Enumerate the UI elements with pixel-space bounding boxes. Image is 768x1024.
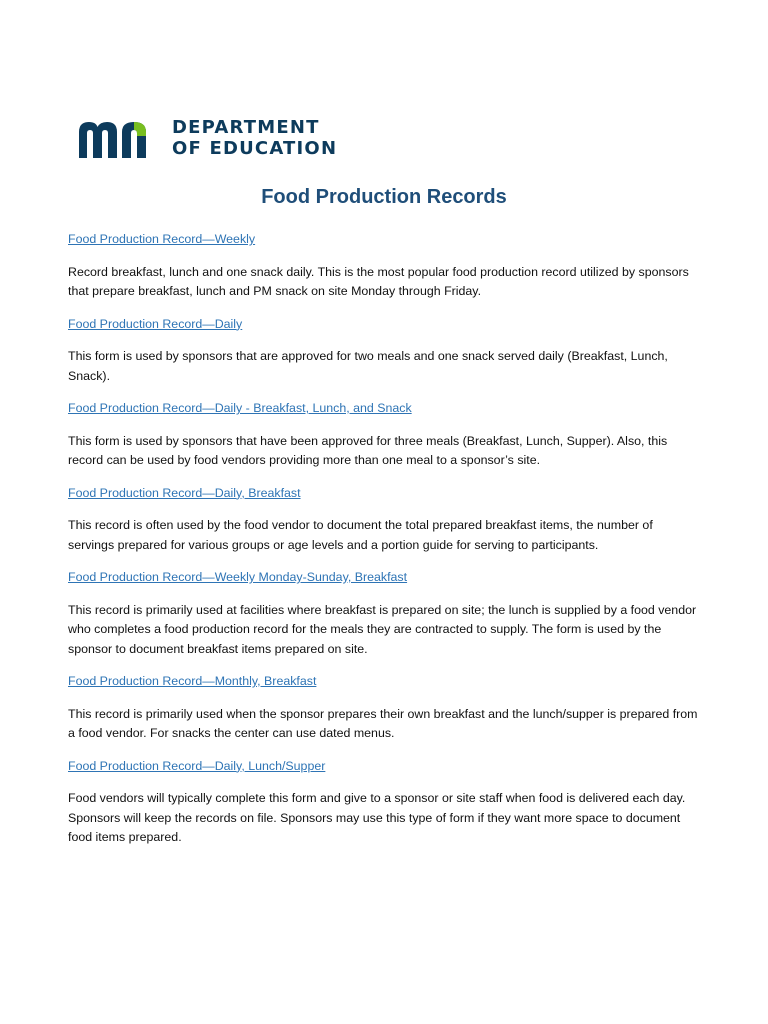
desc-daily-breakfast: This record is often used by the food vendor to document the total prepared breakfast items, the number of servings prepared for various groups or age levels and a portion guide for serving to participants. xyxy=(68,518,653,552)
link-monthly-breakfast[interactable]: Food Production Record—Monthly, Breakfast xyxy=(68,674,317,688)
desc-daily-lunch-supper: Food vendors will typically complete this form and give to a sponsor or site staff when food is delivered each day. Sponsors will keep the records on file. Sponsors may use this type of form if they want more space to document food items prepared. xyxy=(68,791,686,844)
link-daily-lunch-supper[interactable]: Food Production Record—Daily, Lunch/Supper xyxy=(68,758,326,773)
mn-department-of-education-logo xyxy=(76,116,337,160)
mn-logo-mark-icon xyxy=(76,116,160,160)
link-daily[interactable]: Food Production Record—Daily xyxy=(68,316,243,331)
records-list xyxy=(68,230,698,861)
link-weekly[interactable]: Food Production Record—Weekly xyxy=(68,232,256,246)
desc-daily-breakfast-lunch-snack: This form is used by sponsors that have been approved for three meals (Breakfast, Lunch, Supper). Also, this record can be used by food vendors providing more than one meal to a sponsor’s site. xyxy=(68,433,668,467)
page-title: Food Production Records xyxy=(261,186,507,208)
desc-weekly: Record breakfast, lunch and one snack daily. This is the most popular food production record utilized by sponsors that prepare breakfast, lunch and PM snack on site Monday through Friday. xyxy=(68,264,689,298)
link-daily-breakfast[interactable]: Food Production Record—Daily, Breakfast xyxy=(68,485,301,500)
desc-daily: This form is used by sponsors that are approved for two meals and one snack served daily (Breakfast, Lunch, Snack). xyxy=(68,349,668,383)
desc-monthly-breakfast: This record is primarily used when the sponsor prepares their own breakfast and the lunch/supper is prepared from a food vendor. For snacks the center can use dated menus. xyxy=(68,706,698,740)
logo-line-department: DEPARTMENT xyxy=(172,117,320,138)
desc-weekly-mon-sun-breakfast: This record is primarily used at facilities where breakfast is prepared on site; the lunch is supplied by a food vendor who completes a food production record for the meals they are contracted to supply. The form is used by the sponsor to document breakfast items prepared on site. xyxy=(68,602,697,656)
link-weekly-mon-sun-breakfast[interactable]: Food Production Record—Weekly Monday-Sunday, Breakfast xyxy=(68,570,408,584)
logo-line-education: OF EDUCATION xyxy=(172,138,338,159)
link-daily-breakfast-lunch-snack[interactable]: Food Production Record—Daily - Breakfast, Lunch, and Snack xyxy=(68,401,412,415)
